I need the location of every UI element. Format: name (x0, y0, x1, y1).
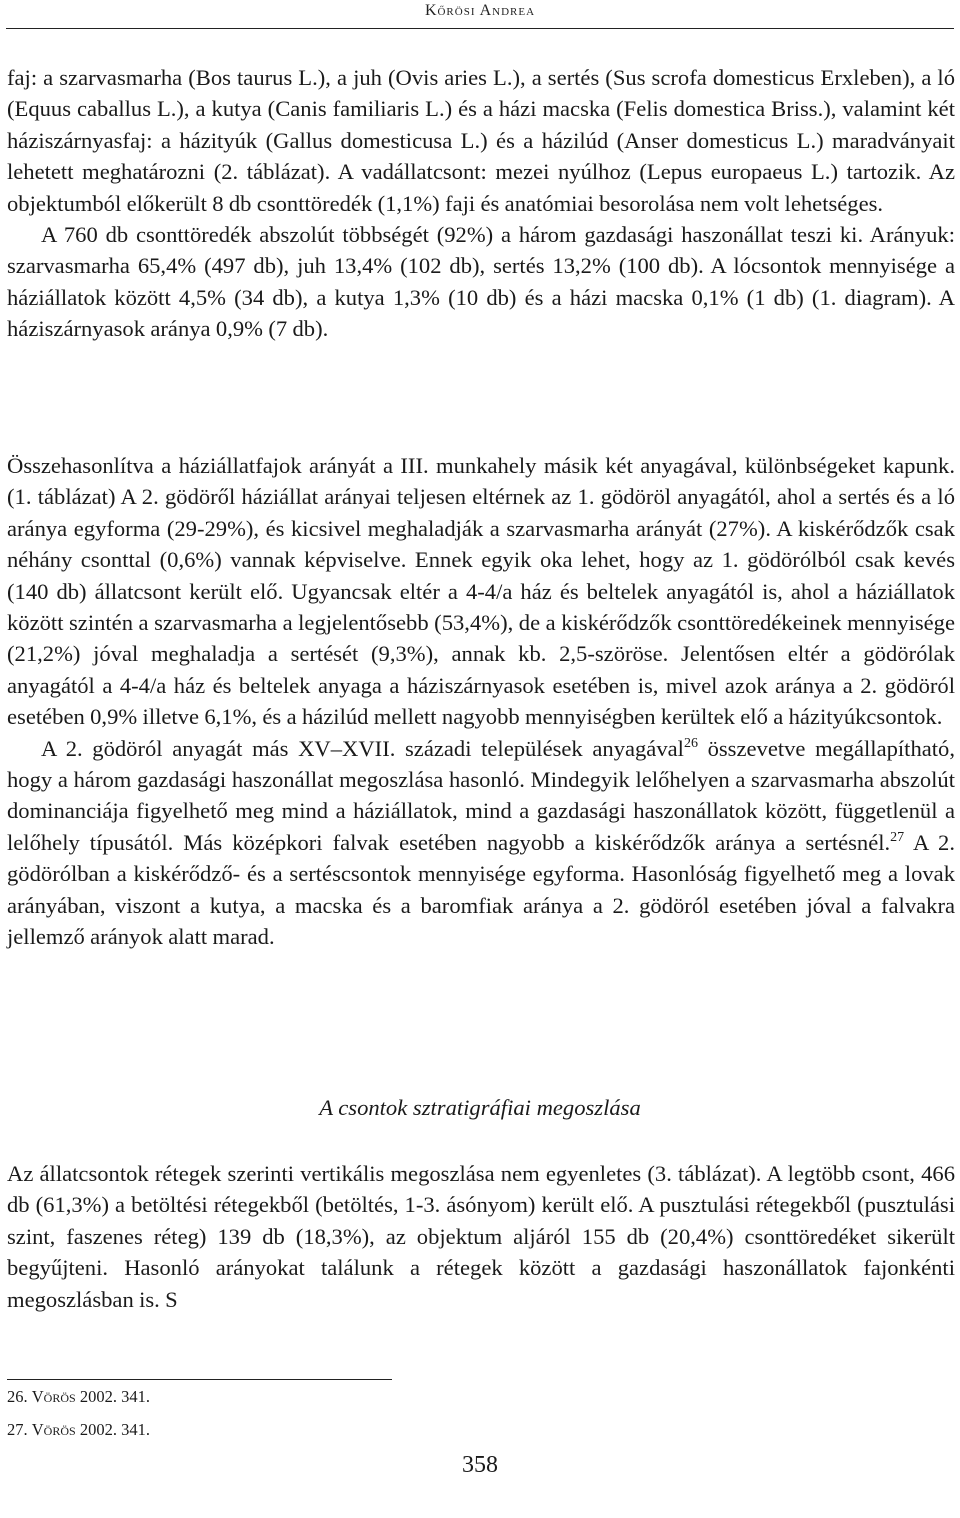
section-heading: A csontok sztratigráfiai megoszlása (319, 1095, 641, 1120)
body-block-3 (7, 1158, 955, 1315)
paragraph-stratigraphy: Az állatcsontok rétegek szerinti vertikális megoszlása nem egyenletes (3. táblázat). A legtöbb csont, 466 db (61,3%) a betöltési rétegekből (betöltés, 1-3. ásónyom) került elő. A pusztulási rétegekből (pusztulási szint, faszenes réteg) 139 db (18,3%), az objektum aljáról 155 db (20,4%) csonttöredéket sikerült begyűjteni. Hasonló arányokat találunk a rétegek között a gazdasági haszonállatok fajonkénti megoszlásban is. S (7, 1161, 955, 1312)
body-block-2 (7, 450, 955, 953)
footnote-ref-26[interactable]: 26 (683, 735, 698, 751)
footnote-number: 26. (7, 1387, 28, 1406)
body-block-1 (7, 62, 955, 345)
footnote-author: Vörös (31, 1387, 76, 1406)
footnote-ref-27[interactable]: 27 (890, 829, 905, 845)
footnote-27 (7, 1420, 150, 1440)
footnote-rule (7, 1379, 392, 1380)
paragraph-species-list: faj: a szarvasmarha (Bos taurus L.), a juh (Ovis aries L.), a sertés (Sus scrofa domesticus Erxleben), a ló (Equus caballus L.), a kutya (Canis familiaris L.) és a házi macska (Felis domestica Briss.), valamint két háziszárnyasfaj: a házityúk (Gallus domesticusa L.) és a házilúd (Anser domesticus L.) maradványait lehetett meghatározni (2. táblázat). A vadállatcsont: mezei nyúlhoz (Lepus europaeus L.) tartozik. Az objektumból előkerült 8 db csonttöredék (1,1%) faji és anatómiai besorolása nem volt lehetséges. (7, 65, 955, 216)
settlements-text-a: A 2. gödöról anyagát más XV–XVII. századi települések anyagával (41, 735, 684, 761)
paragraph-settlements (7, 733, 955, 953)
paragraph-comparison: Összehasonlítva a háziállatfajok arányát a III. munkahely másik két anyagával, különbségeket kapunk. (1. táblázat) A 2. gödöről háziállat arányai teljesen eltérnek az 1. gödöröl anyagától, ahol a sertés és a ló aránya egyforma (29-29%), és kicsivel meghaladják a szarvasmarha arányát (27%). A kiskérődzők csak néhány csonttal (0,6%) vannak képviselve. Ennek egyik oka lehet, hogy az 1. gödörólból csak kevés (140 db) állatcsont került elő. Ugyancsak eltér a 4-4/a ház és beltelek anyagától is, ahol a háziállatok között szintén a szarvasmarha a legjelentősebb (53,4%), de a kiskérődzők csonttöredékeinek mennyisége (21,2%) jóval meghaladja a sertését (9,3%), annak kb. 2,5-szöröse. Jelentősen eltér a gödörólak anyagától a 4-4/a ház és beltelek anyaga a háziszárnyasok esetében is, mivel azok aránya a 2. gödöról esetében 0,9% illetve 6,1%, és a házilúd mellett nagyobb mennyiségben kerültek elő a házityúkcsontok. (7, 453, 955, 730)
footnote-author: Vörös (31, 1420, 76, 1439)
footnote-number: 27. (7, 1420, 28, 1439)
page-number: 358 (462, 1452, 498, 1478)
paragraph-proportions: A 760 db csonttöredék abszolút többségét (92%) a három gazdasági haszonállat teszi ki. Arányuk: szarvasmarha 65,4% (497 db), juh 13,4% (102 db), sertés 13,2% (100 db). A lócsontok mennyisége a háziállatok között 4,5% (34 db), a kutya 1,3% (10 db) és a házi macska 0,1% (1 db) (1. diagram). A háziszárnyasok aránya 0,9% (7 db). (7, 222, 955, 342)
header-rule (6, 28, 954, 29)
footnote-ref: 2002. 341. (79, 1420, 150, 1439)
footnote-ref: 2002. 341. (79, 1387, 150, 1406)
settlements-text-b: összevetve megállapítható, hogy a három gazdasági haszonállat megoszlása hasonló. Mindegyik lelőhelyen a szarvasmarha abszolút dominanciája figyelhető meg mind a háziállatok, mind a gazdasági haszonállatok között, függetlenül a lelőhely típusától. Más középkori falvak esetében nagyobb a kiskérődzők aránya a sertésnél. (7, 735, 955, 855)
footnote-26 (7, 1387, 150, 1407)
settlements-text-c: A 2. gödörólban a kiskérődző- és a sertéscsontok mennyisége egyforma. Hasonlóság figyelhető meg a lovak arányában, viszont a kutya, a macska és a baromfiak aránya a 2. gödöról esetében jóval a falvakra jellemző arányok alatt marad. (7, 829, 955, 950)
running-header: Kőrösi Andrea (424, 2, 536, 19)
